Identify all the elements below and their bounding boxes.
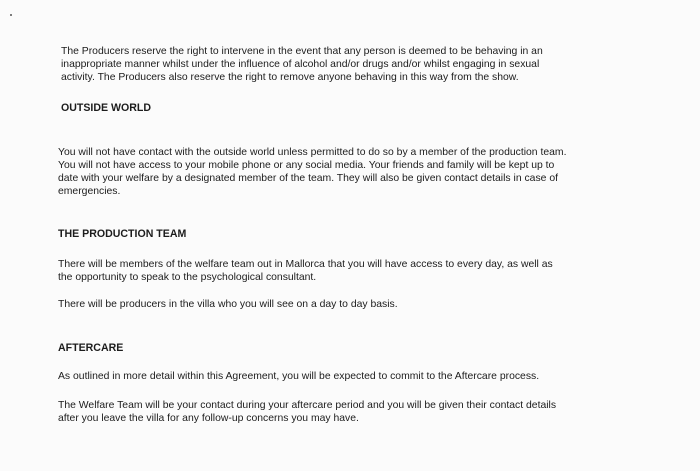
aftercare-line-2: The Welfare Team will be your contact during your aftercare period and you will be given their contact details [58,400,557,411]
aftercare-paragraph-1 [58,370,539,383]
intro-paragraph [61,45,543,84]
aftercare-line-1: As outlined in more detail within this Agreement, you will be expected to commit to the Aftercare process. [58,371,540,382]
aftercare-line-3: after you leave the villa for any follow-up concerns you may have. [58,413,359,424]
production-team-paragraph-1 [58,258,553,284]
production-team-paragraph-2 [58,298,398,311]
aftercare-paragraph-2 [58,399,556,425]
production-team-line-3: There will be producers in the villa who you will see on a day to day basis. [58,299,398,310]
production-team-line-1: There will be members of the welfare team out in Mallorca that you will have access to every day, as well as [58,259,553,270]
intro-line-1: The Producers reserve the right to intervene in the event that any person is deemed to be behaving in an [61,46,543,57]
outside-world-line-2: You will not have access to your mobile phone or any social media. Your friends and family will be kept up to [58,160,555,171]
outside-world-line-3: date with your welfare by a designated member of the team. They will also be given contact details in case of [58,173,558,184]
aftercare-heading: AFTERCARE [58,342,124,354]
intro-line-3: activity. The Producers also reserve the right to remove anyone behaving in this way from the show. [61,72,519,83]
production-team-heading: THE PRODUCTION TEAM [58,228,187,240]
scan-speck [10,14,12,16]
outside-world-heading: OUTSIDE WORLD [61,102,152,114]
intro-line-2: inappropriate manner whilst under the influence of alcohol and/or drugs and/or whilst engaging in sexual [61,59,540,70]
outside-world-line-1: You will not have contact with the outside world unless permitted to do so by a member of the production team. [58,147,567,158]
outside-world-line-4: emergencies. [58,186,121,197]
outside-world-paragraph [58,146,566,198]
production-team-line-2: the opportunity to speak to the psychological consultant. [58,272,317,283]
